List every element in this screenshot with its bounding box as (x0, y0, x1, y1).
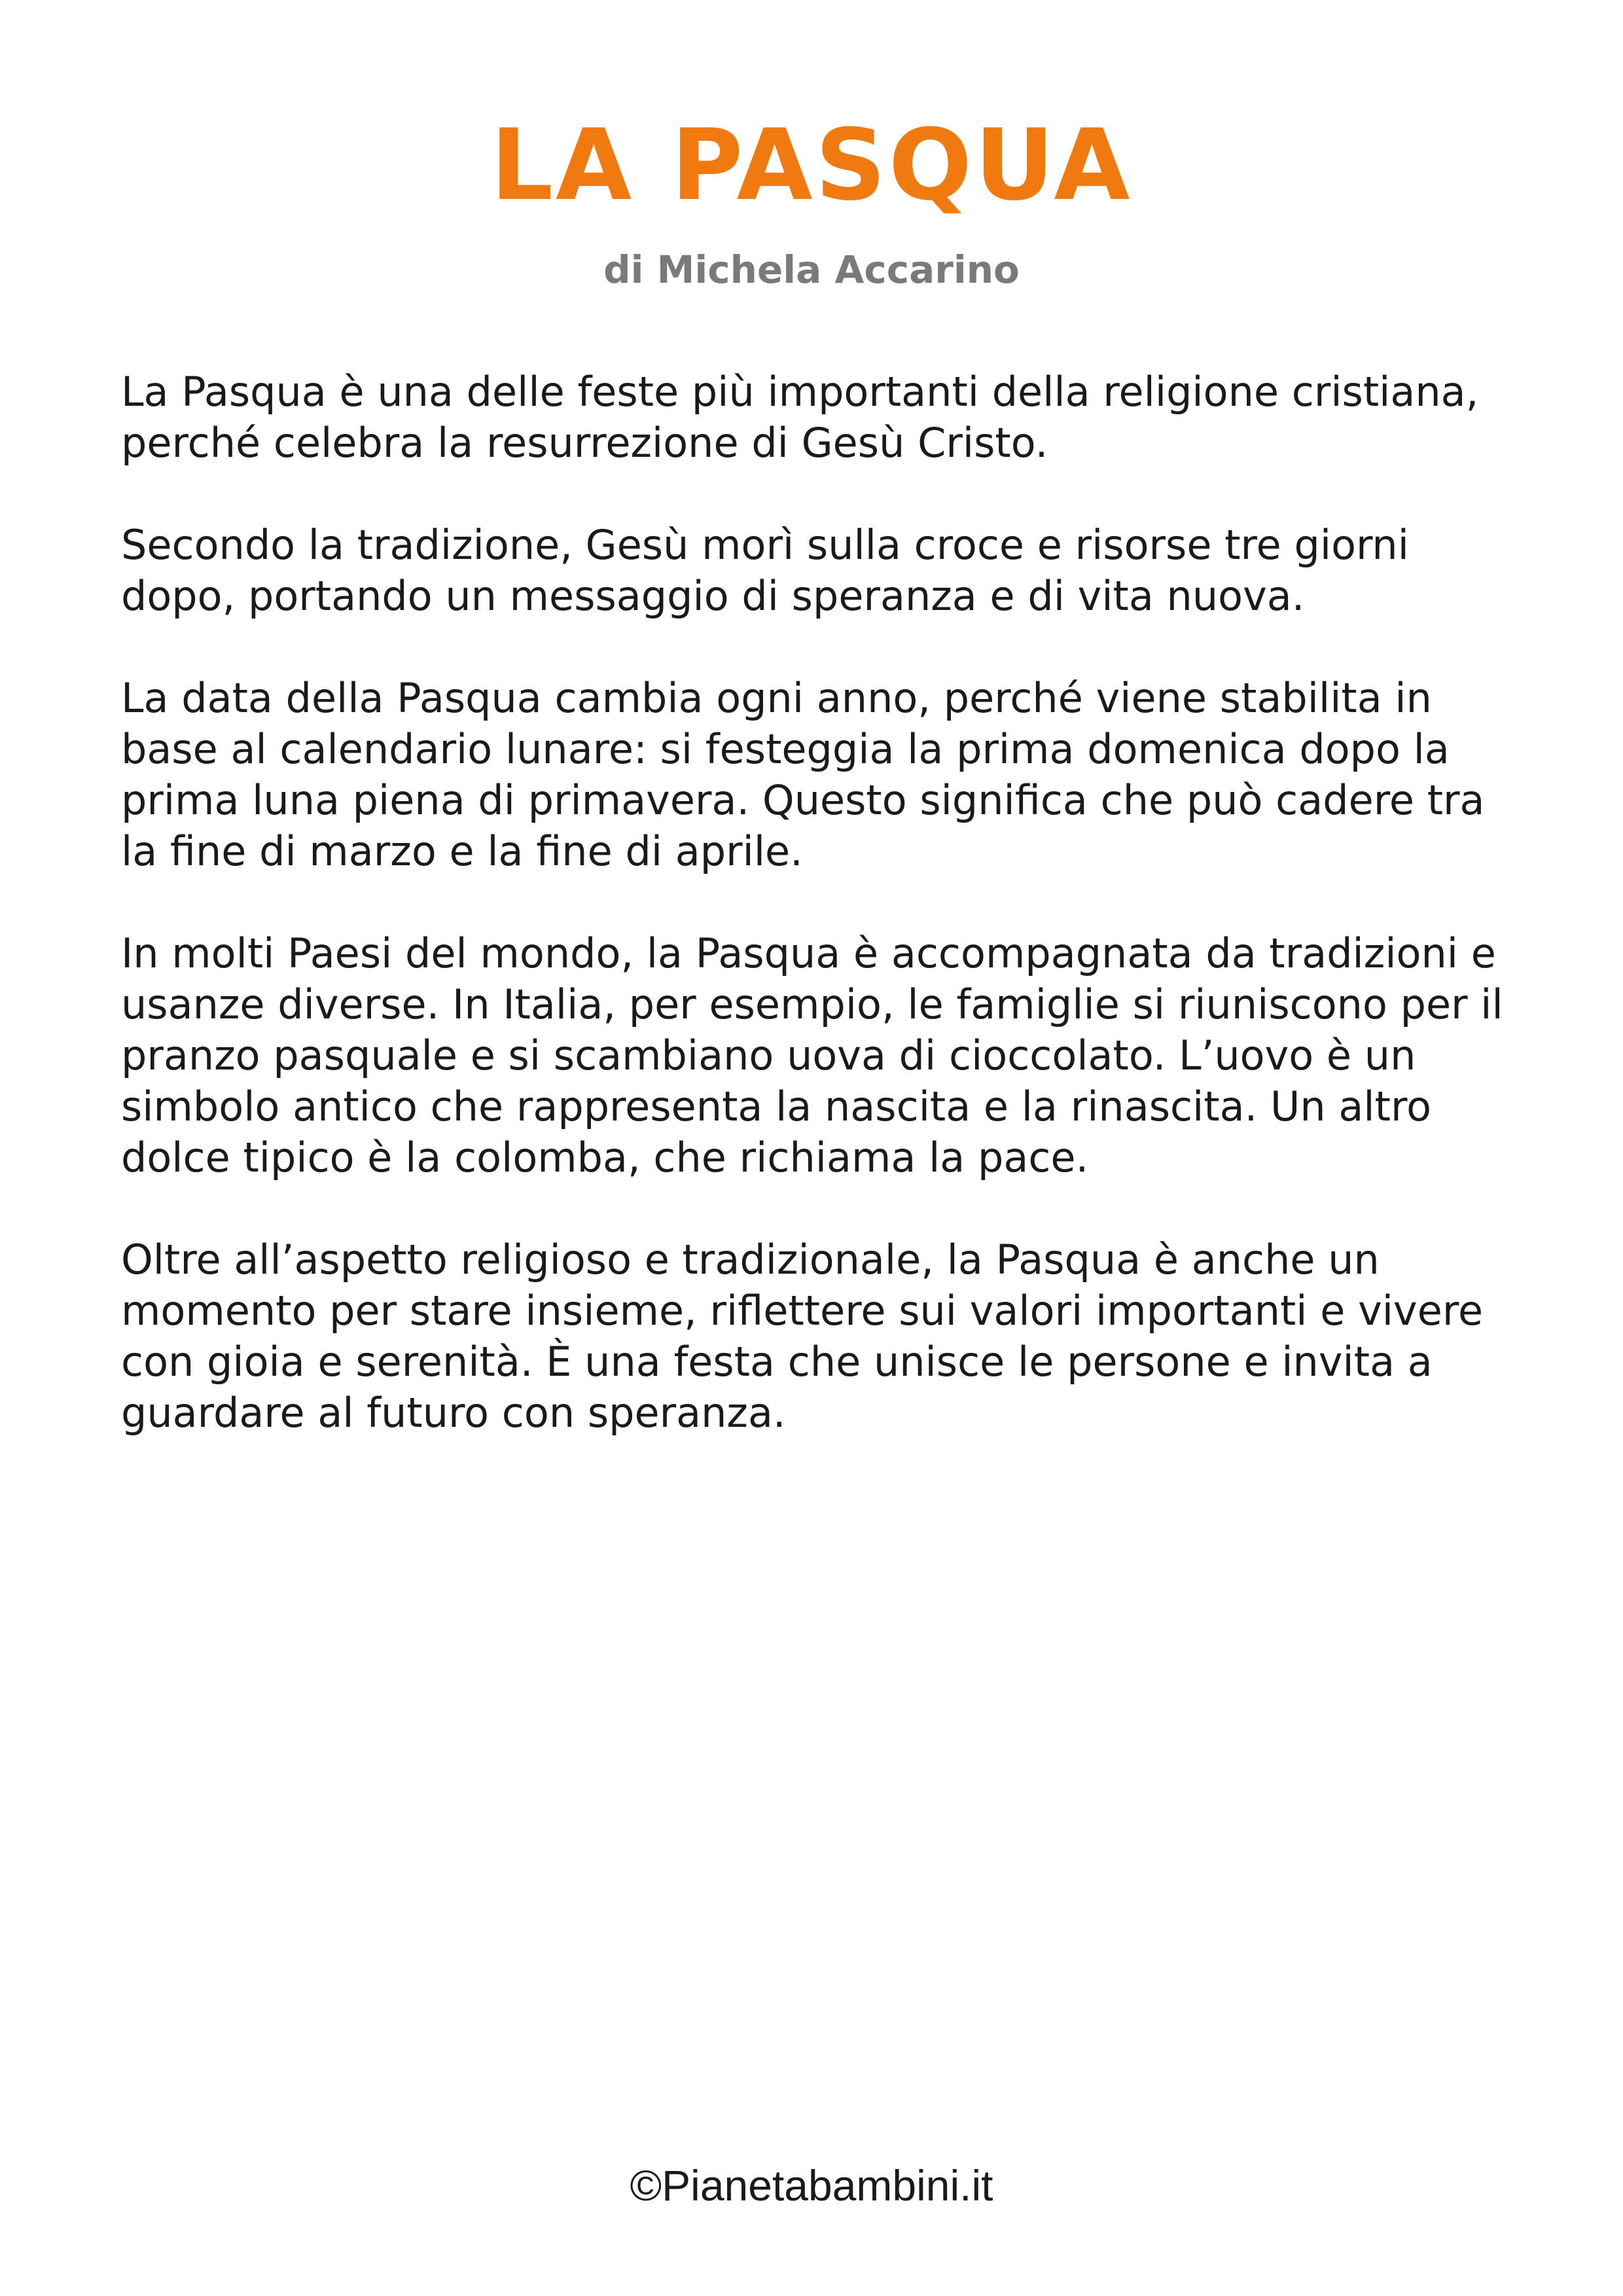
paragraph: Oltre all’aspetto religioso e tradizionale, la Pasqua è anche un momento per stare insieme, riflettere sui valori importanti e vivere con gioia e serenità. È una festa che unisce le persone e invita a guardare al futuro con speranza. (121, 1236, 1484, 1437)
copyright-footer: ©Pianetabambini.it (630, 2161, 993, 2210)
author-byline: di Michela Accarino (603, 247, 1020, 292)
page-title: LA PASQUA (490, 109, 1133, 223)
paragraph: In molti Paesi del mondo, la Pasqua è accompagnata da tradizioni e usanze diverse. In Italia, per esempio, le famiglie si riuniscono per il pranzo pasquale e si scambiano uova di cioccolato. L’uovo è un simbolo antico che rappresenta la nascita e la rinascita. Un altro dolce tipico è la colomba, che richiama la pace. (121, 929, 1503, 1181)
paragraph: Secondo la tradizione, Gesù morì sulla croce e risorse tre giorni dopo, portando un messaggio di speranza e di vita nuova. (121, 521, 1409, 620)
article-body (121, 367, 1522, 1490)
paragraph: La data della Pasqua cambia ogni anno, perché viene stabilita in base al calendario lunare: si festeggia la prima domenica dopo la prima luna piena di primavera. Questo significa che può cadere tra la fine di marzo e la fine di aprile. (121, 674, 1485, 875)
paragraph: La Pasqua è una delle feste più importanti della religione cristiana, perché celebra la resurrezione di Gesù Cristo. (121, 368, 1479, 467)
